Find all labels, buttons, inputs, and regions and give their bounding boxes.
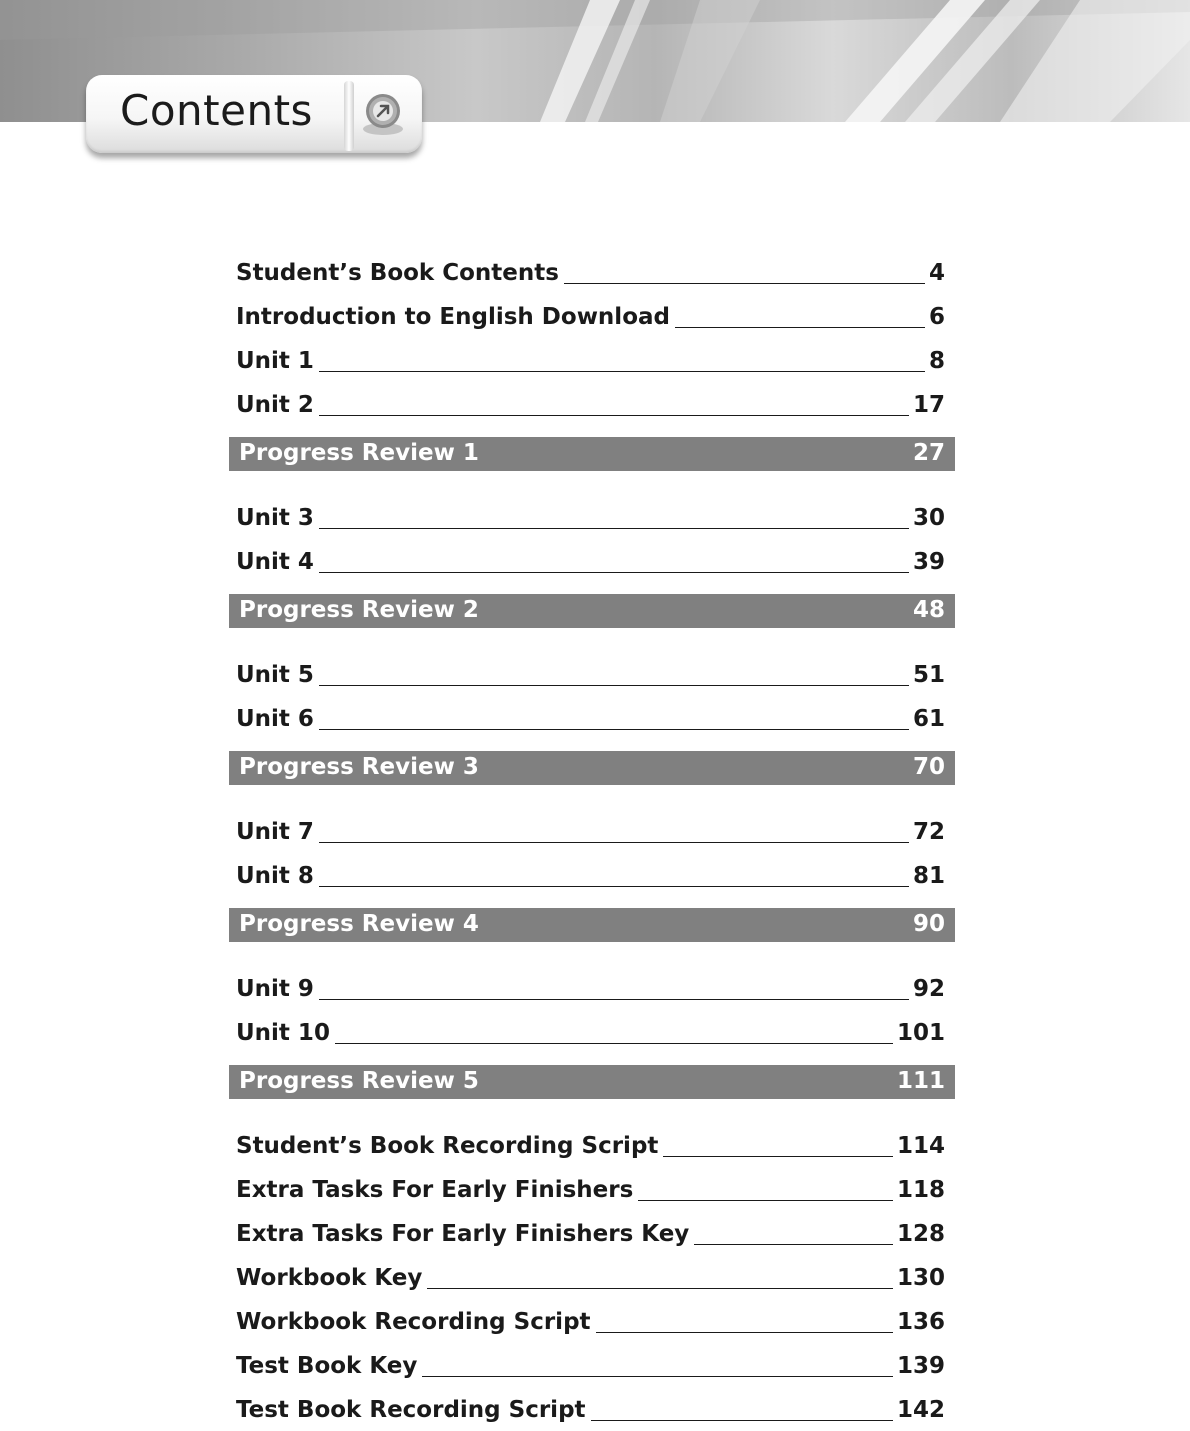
toc-page-number: 8 [928, 348, 945, 374]
progress-review-row [229, 437, 955, 471]
toc-entry [229, 539, 955, 583]
toc-page-number: 61 [912, 706, 945, 732]
toc-entry [229, 1299, 955, 1343]
dot-leader-line [319, 729, 909, 730]
toc-entry-label: Unit 2 [236, 392, 314, 418]
toc-entry [229, 382, 955, 426]
toc-page-number: 128 [896, 1221, 945, 1247]
arrow-circle-icon [358, 89, 408, 139]
toc-entry [229, 1343, 955, 1387]
section-page-number: 111 [896, 1068, 945, 1094]
toc-page-number: 92 [912, 976, 945, 1002]
section-page-number: 70 [912, 754, 945, 780]
section-page-number: 48 [912, 597, 945, 623]
dot-leader-line [319, 371, 925, 372]
page-title: Contents [120, 86, 313, 135]
toc-entry-label: Unit 8 [236, 863, 314, 889]
progress-review-row [229, 908, 955, 942]
dot-leader-line [319, 886, 909, 887]
toc-entry-label: Workbook Key [236, 1265, 423, 1291]
section-label: Progress Review 4 [239, 911, 479, 937]
dot-leader-line [319, 999, 909, 1000]
dot-leader-line [319, 528, 909, 529]
toc-page-number: 17 [912, 392, 945, 418]
section-page-number: 90 [912, 911, 945, 937]
tab-divider [344, 81, 354, 151]
dot-leader-line [564, 283, 925, 284]
dot-leader-line [319, 842, 909, 843]
toc-page-number: 136 [896, 1309, 945, 1335]
toc-entry [229, 696, 955, 740]
toc-entry-label: Unit 6 [236, 706, 314, 732]
dot-leader-line [319, 415, 909, 416]
toc-page-number: 81 [912, 863, 945, 889]
toc-entry [229, 495, 955, 539]
toc-entry-label: Unit 4 [236, 549, 314, 575]
dot-leader-line [591, 1420, 893, 1421]
contents-title-tab [86, 75, 422, 153]
toc-page-number: 130 [896, 1265, 945, 1291]
toc-page-number: 114 [896, 1133, 945, 1159]
toc-entry [229, 966, 955, 1010]
toc-entry [229, 338, 955, 382]
toc-entry-label: Workbook Recording Script [236, 1309, 591, 1335]
toc-page-number: 51 [912, 662, 945, 688]
toc-entry [229, 1167, 955, 1211]
toc-page-number: 142 [896, 1397, 945, 1423]
toc-page-number: 139 [896, 1353, 945, 1379]
dot-leader-line [675, 327, 925, 328]
dot-leader-line [663, 1156, 893, 1157]
dot-leader-line [596, 1332, 893, 1333]
toc-entry [229, 1123, 955, 1167]
toc-entry [229, 1387, 955, 1431]
toc-entry [229, 1211, 955, 1255]
section-label: Progress Review 1 [239, 440, 479, 466]
progress-review-row [229, 1065, 955, 1099]
section-page-number: 27 [912, 440, 945, 466]
dot-leader-line [694, 1244, 893, 1245]
toc-page-number: 4 [928, 260, 945, 286]
toc-entry-label: Extra Tasks For Early Finishers Key [236, 1221, 690, 1247]
toc-entry [229, 250, 955, 294]
dot-leader-line [335, 1043, 893, 1044]
toc-entry-label: Student’s Book Contents [236, 260, 559, 286]
toc-entry-label: Unit 9 [236, 976, 314, 1002]
toc-entry [229, 652, 955, 696]
toc-entry-label: Introduction to English Download [236, 304, 670, 330]
toc-entry-label: Unit 7 [236, 819, 314, 845]
dot-leader-line [319, 685, 909, 686]
toc-page-number: 118 [896, 1177, 945, 1203]
dot-leader-line [427, 1288, 893, 1289]
toc-entry-label: Test Book Recording Script [236, 1397, 586, 1423]
toc-page-number: 30 [912, 505, 945, 531]
toc-entry [229, 1010, 955, 1054]
progress-review-row [229, 751, 955, 785]
dot-leader-line [638, 1200, 893, 1201]
toc-entry [229, 294, 955, 338]
toc-page-number: 6 [928, 304, 945, 330]
dot-leader-line [319, 572, 909, 573]
toc-entry-label: Extra Tasks For Early Finishers [236, 1177, 634, 1203]
toc-page-number: 39 [912, 549, 945, 575]
toc-entry-label: Unit 5 [236, 662, 314, 688]
section-label: Progress Review 2 [239, 597, 479, 623]
toc-page-number: 101 [896, 1020, 945, 1046]
progress-review-row [229, 594, 955, 628]
toc-entry [229, 809, 955, 853]
toc-entry-label: Student’s Book Recording Script [236, 1133, 659, 1159]
section-label: Progress Review 5 [239, 1068, 479, 1094]
toc-entry [229, 853, 955, 897]
toc-entry-label: Unit 1 [236, 348, 314, 374]
toc-entry-label: Unit 10 [236, 1020, 330, 1046]
toc-entry [229, 1255, 955, 1299]
toc-page-number: 72 [912, 819, 945, 845]
toc-entry-label: Unit 3 [236, 505, 314, 531]
toc-entry-label: Test Book Key [236, 1353, 418, 1379]
dot-leader-line [422, 1376, 893, 1377]
section-label: Progress Review 3 [239, 754, 479, 780]
